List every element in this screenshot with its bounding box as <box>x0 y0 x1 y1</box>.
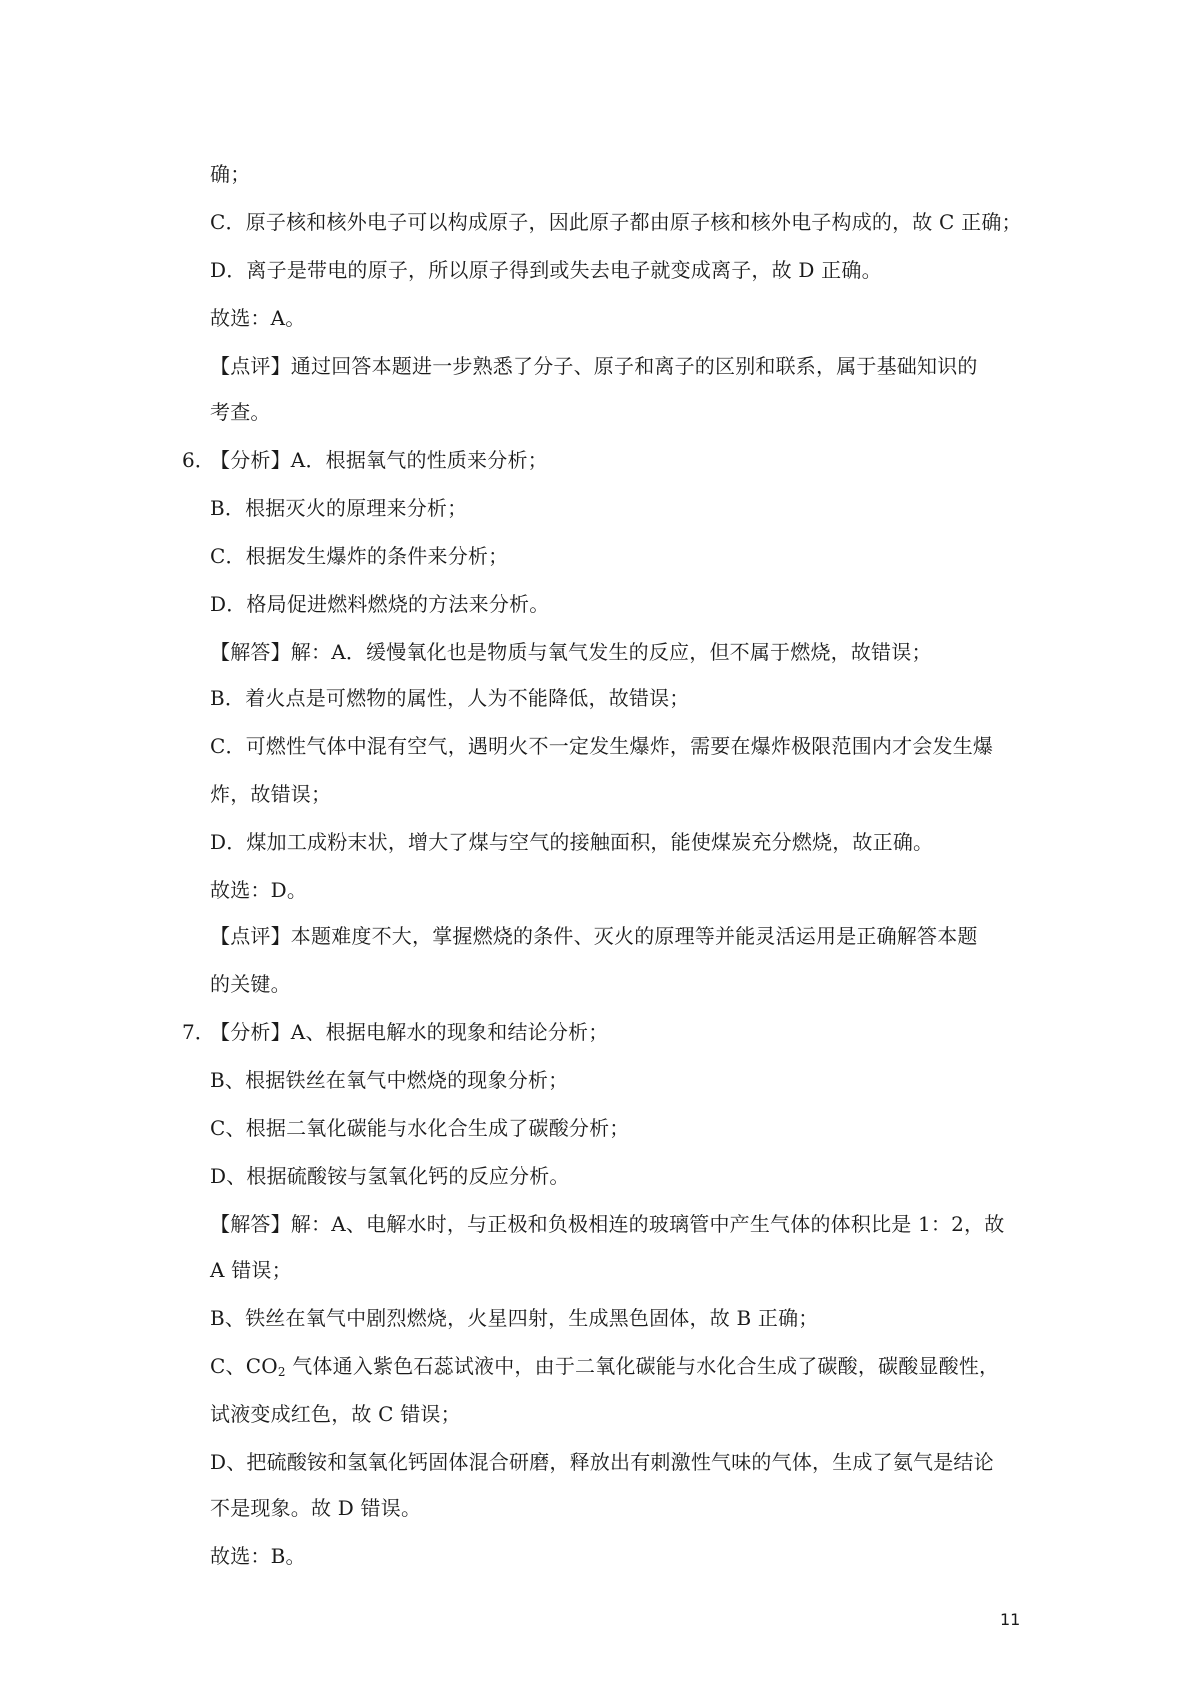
text-line: D．格局促进燃料燃烧的方法来分析。 <box>210 592 550 616</box>
text-line: C、根据二氧化碳能与水化合生成了碳酸分析； <box>210 1116 630 1140</box>
text-line: D、把硫酸铵和氢氧化钙固体混合研磨，释放出有刺激性气味的气体，生成了氨气是结论 <box>210 1450 994 1474</box>
text-line: C．根据发生爆炸的条件来分析； <box>210 544 509 568</box>
text-line: 故选：D。 <box>210 878 308 902</box>
text-line: 故选：A。 <box>210 306 306 330</box>
page-number: 11 <box>1000 1610 1021 1629</box>
text-line: D．离子是带电的原子，所以原子得到或失去电子就变成离子，故 D 正确。 <box>210 258 882 282</box>
question-number-7: 7． <box>182 1020 215 1044</box>
text-line: 的关键。 <box>210 972 291 996</box>
text-line <box>210 1352 999 1386</box>
text-line: B．根据灭火的原理来分析； <box>210 496 468 520</box>
subscript: 2 <box>277 1365 286 1379</box>
text-line: D、根据硫酸铵与氢氧化钙的反应分析。 <box>210 1164 570 1188</box>
answer-line: 【解答】解：A、电解水时，与正极和负极相连的玻璃管中产生气体的体积比是 1：2，故 <box>210 1212 1005 1236</box>
text-span: 气体通入紫色石蕊试液中，由于二氧化碳能与水化合生成了碳酸，碳酸显酸性， <box>285 1354 1000 1378</box>
text-line: 考查。 <box>210 400 271 424</box>
text-line: C．可燃性气体中混有空气，遇明火不一定发生爆炸，需要在爆炸极限范围内才会发生爆 <box>210 734 994 758</box>
formula-co2: C、CO <box>210 1354 278 1378</box>
comment-line: 【点评】通过回答本题进一步熟悉了分子、原子和离子的区别和联系，属于基础知识的 <box>210 354 978 378</box>
text-line: A 错误； <box>210 1258 292 1282</box>
text-line: B、根据铁丝在氧气中燃烧的现象分析； <box>210 1068 569 1092</box>
text-line: B、铁丝在氧气中剧烈燃烧，火星四射，生成黑色固体，故 B 正确； <box>210 1306 819 1330</box>
text-line: 试液变成红色，故 C 错误； <box>210 1402 461 1426</box>
text-line: D．煤加工成粉末状，增大了煤与空气的接触面积，能使煤炭充分燃烧，故正确。 <box>210 830 934 854</box>
comment-line: 【点评】本题难度不大，掌握燃烧的条件、灭火的原理等并能灵活运用是正确解答本题 <box>210 924 978 948</box>
question-number-6: 6． <box>182 448 215 472</box>
text-line: 不是现象。故 D 错误。 <box>210 1496 422 1520</box>
text-line: B．着火点是可燃物的属性，人为不能降低，故错误； <box>210 686 690 710</box>
analysis-line: 【分析】A．根据氧气的性质来分析； <box>210 448 548 472</box>
text-line: 确； <box>210 162 251 186</box>
text-line: C．原子核和核外电子可以构成原子，因此原子都由原子核和核外电子构成的，故 C 正确； <box>210 210 1022 234</box>
answer-line: 【解答】解：A．缓慢氧化也是物质与氧气发生的反应，但不属于燃烧，故错误； <box>210 640 932 664</box>
text-line: 故选：B。 <box>210 1544 306 1568</box>
analysis-line: 【分析】A、根据电解水的现象和结论分析； <box>210 1020 609 1044</box>
text-line: 炸，故错误； <box>210 782 332 806</box>
